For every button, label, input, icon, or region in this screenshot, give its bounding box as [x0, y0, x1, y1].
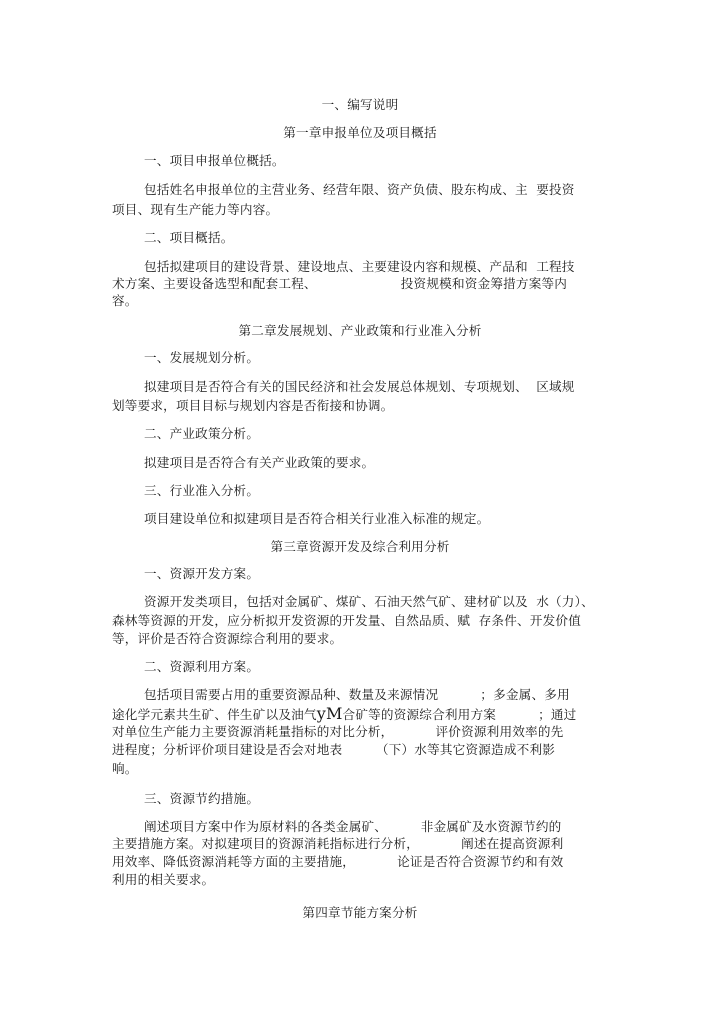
ch2-section-1-heading: 一、发展规划分析。	[144, 350, 260, 365]
ch1-section-2-line: 术方案、主要设备选型和配套工程、 投资规模和资金筹措方案等内	[112, 276, 568, 291]
ch1-section-1-line: 包括姓名申报单位的主营业务、经营年限、资产负债、股东构成、主 要投资	[144, 182, 575, 197]
ch3-section-2-heading: 二、资源利用方案。	[144, 659, 260, 674]
ch2-section-3-heading: 三、行业准入分析。	[144, 483, 260, 498]
ch3-section-1-line: 资源开发类项目，包括对金属矿、煤矿、石油天然气矿、建材矿以及 水（力）、	[144, 594, 594, 609]
ch3-section-2-line: 响。	[112, 761, 138, 776]
chapter-2-title: 第二章发展规划、产业政策和行业准入分析	[238, 323, 482, 338]
ch3-section-2-line-part: 合矿等的资源综合利用方案 ；通过	[342, 707, 577, 722]
intro-title: 一、编写说明	[321, 97, 399, 112]
ch3-section-2-line: 包括项目需要占用的重要资源品种、数量及来源情况 ；多金属、多用	[144, 687, 570, 702]
ch1-section-2-line: 容。	[112, 293, 138, 308]
ch2-section-1-line: 划等要求，项目目标与规划内容是否衔接和协调。	[112, 398, 394, 413]
ch3-section-3-line: 利用的相关要求。	[112, 872, 215, 887]
ch2-section-3-line: 项目建设单位和拟建项目是否符合相关行业准入标准的规定。	[144, 511, 490, 526]
ch3-section-3-line: 用效率、降低资源消耗等方面的主要措施， 论证是否符合资源节约和有效	[112, 854, 564, 869]
ch3-section-2-line: 进程度；分析评价项目建设是否会对地表 （下）水等其它资源造成不利影	[112, 742, 556, 757]
ch1-section-2-heading: 二、项目概括。	[144, 230, 234, 245]
ch1-section-1-heading: 一、项目申报单位概括。	[144, 153, 285, 168]
ch3-section-3-heading: 三、资源节约措施。	[144, 791, 260, 806]
ch2-section-2-heading: 二、产业政策分析。	[144, 426, 260, 441]
ch2-section-2-line: 拟建项目是否符合有关产业政策的要求。	[144, 455, 375, 470]
ch3-section-2-line: 对单位生产能力主要资源消耗量指标的对比分析， 评价资源利用效率的先	[112, 724, 564, 739]
ch1-section-2-line: 包括拟建项目的建设背景、建设地点、主要建设内容和规模、产品和 工程技	[144, 259, 575, 274]
chapter-3-title: 第三章资源开发及综合利用分析	[270, 539, 450, 554]
chapter-4-title: 第四章节能方案分析	[302, 905, 418, 920]
ch2-section-1-line: 拟建项目是否符合有关的国民经济和社会发展总体规划、专项规划、 区域规	[144, 379, 575, 394]
ch3-section-1-heading: 一、资源开发方案。	[144, 566, 260, 581]
ch3-section-2-mixed-glyphs: yM	[316, 704, 343, 723]
ch3-section-2-line-part: 途化学元素共生矿、伴生矿以及油气	[112, 707, 317, 722]
ch1-section-1-line: 项目、现有生产能力等内容。	[112, 202, 279, 217]
ch3-section-2-line-mixed	[112, 706, 576, 723]
ch3-section-1-line: 等，评价是否符合资源综合利用的要求。	[112, 631, 343, 646]
ch3-section-3-line: 主要措施方案。对拟建项目的资源消耗指标进行分析， 阐述在提高资源利	[112, 836, 564, 851]
chapter-1-title: 第一章申报单位及项目概括	[283, 125, 437, 140]
ch3-section-3-line: 阐述项目方案中作为原材料的各类金属矿、 非金属矿及水资源节约的	[144, 819, 562, 834]
ch3-section-1-line: 森林等资源的开发，应分析拟开发资源的开发量、自然品质、赋 存条件、开发价值	[112, 613, 581, 628]
